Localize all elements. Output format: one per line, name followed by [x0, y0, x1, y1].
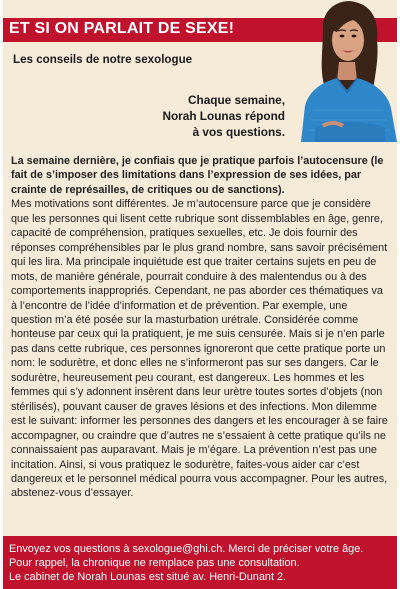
footer-line-3: Le cabinet de Norah Lounas est situé av. Henri-Dunant 2. — [9, 571, 287, 583]
article-body: Mes motivations sont différentes. Je m’autocensure parce que je considère que les personnes qui lisent cette rubrique sont dissemblables en âge, genre, capacité de compréhension, pratiques sexuelles, etc. Je dois fournir des réponses compréhensibles par le plus grand nombre, sans savoir précisément qui les lira. Ma principale inquiétude est que traiter certains sujets en peu de mots, de manière générale, pourrait conduire à des malentendus ou à des comportements inappropriés. Cependant, ne pas aborder ces thématiques va à l’encontre de l’idée d’information et de prévention. Par exemple, une question m’a été posée sur la masturbation urétrale. Considérée comme honteuse par ceux qui la pratiquent, je me suis censurée. Mais si je n’en parle pas dans cette rubrique, ces personnes ignoreront que cette pratique porte un nom: le sodurètre, et donc elles ne s’informeront pas sur ses dangers. Car le sodurètre, heureusement peu courant, est dangereux. Les hommes et les femmes qui s’y adonnent insèrent dans leur urètre toutes sortes d’objets (non stérilisés), pouvant causer de graves lésions et des infections. Mon dilemme est le suivant: informer les personnes des dangers et les encourager à se faire accompagner, ou craindre que d’autres ne s’essaient à cette pratique qu’ils ne connaissaient pas auparavant. Mais je m’égare. La prévention n’est pas une incitation. Ainsi, si vous pratiquez le sodurètre, faites-vous aider car c’est dangereux et le personnel médical pourra vous accompagner. Pour les autres, abstenez-vous d’essayer. — [11, 198, 388, 500]
article-text — [11, 154, 391, 501]
intro-line-3: à vos questions. — [192, 125, 285, 140]
sexologist-photo — [293, 0, 397, 142]
article-lead: La semaine dernière, je confiais que je pratique parfois l’autocensure (le fait de s’imposer des limitations dans l’expression de ses idées, par crainte de représailles, de critiques ou de sanctions). — [11, 155, 384, 196]
column-subtitle: Les conseils de notre sexologue — [13, 53, 193, 66]
contact-footer — [3, 536, 397, 589]
intro-line-1: Chaque semaine, — [187, 93, 285, 107]
intro-line-2: Norah Lounas répond — [162, 109, 285, 124]
footer-line-1: Envoyez vos questions à sexologue@ghi.ch. Merci de préciser votre âge. — [9, 543, 364, 555]
article-page — [3, 0, 397, 589]
banner-title: ET SI ON PARLAIT DE SEXE! — [9, 20, 235, 37]
intro-box — [153, 92, 285, 141]
footer-line-2: Pour rappel, la chronique ne remplace pas une consultation. — [9, 557, 300, 569]
